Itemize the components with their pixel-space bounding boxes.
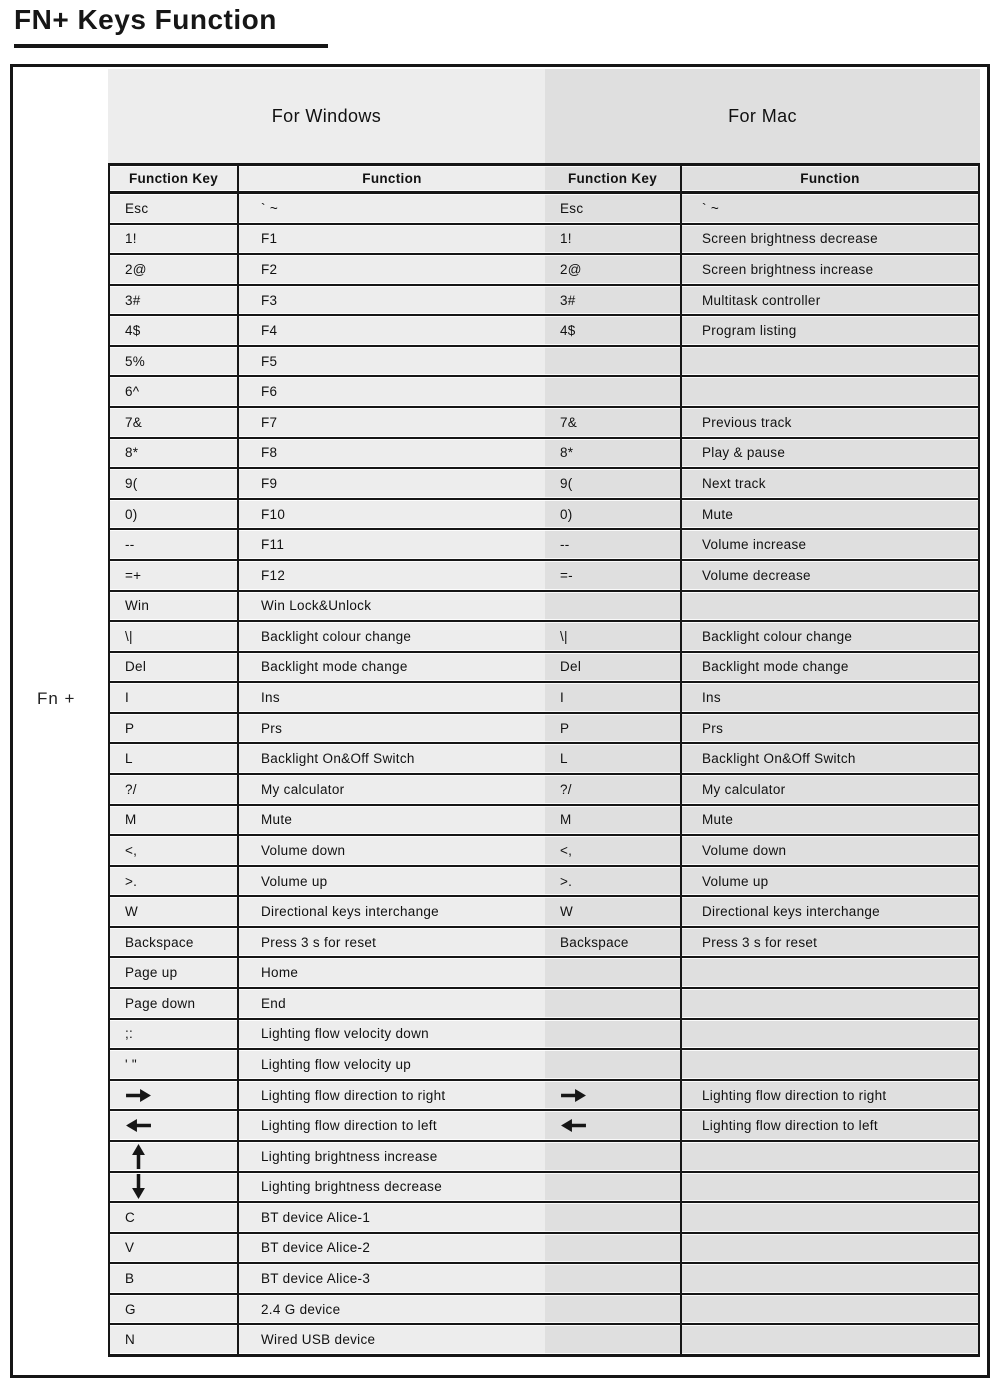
mac-function-cell: Volume down xyxy=(680,836,978,865)
win-key-cell: P xyxy=(110,714,237,743)
table-row xyxy=(110,314,978,345)
mac-key-column-header: Function Key xyxy=(545,166,680,191)
mac-key-cell xyxy=(545,1234,680,1263)
win-function-cell: F12 xyxy=(237,561,545,590)
win-function-cell: Home xyxy=(237,958,545,987)
win-key-cell: <, xyxy=(110,836,237,865)
mac-key-cell xyxy=(545,377,680,406)
win-key-cell: Esc xyxy=(110,194,237,223)
table-row xyxy=(110,1232,978,1263)
platform-header-row xyxy=(108,69,980,163)
mac-key-cell xyxy=(545,1295,680,1324)
mac-key-cell xyxy=(545,1142,680,1171)
mac-function-cell xyxy=(680,1173,978,1202)
table-row xyxy=(110,1293,978,1324)
win-key-cell xyxy=(110,1081,237,1110)
arrow-left-icon xyxy=(125,1118,152,1133)
win-function-cell: Ins xyxy=(237,683,545,712)
win-function-cell: Lighting flow direction to right xyxy=(237,1081,545,1110)
win-function-cell: BT device Alice-1 xyxy=(237,1203,545,1232)
mac-function-cell xyxy=(680,592,978,621)
table-row xyxy=(110,406,978,437)
win-key-cell: L xyxy=(110,744,237,773)
arrow-right-icon xyxy=(125,1088,152,1103)
mac-key-cell xyxy=(545,1111,680,1140)
mac-key-cell xyxy=(545,1050,680,1079)
windows-function-column-header: Function xyxy=(237,166,545,191)
win-key-cell xyxy=(110,1173,237,1202)
table-row xyxy=(110,681,978,712)
win-function-cell: Volume up xyxy=(237,867,545,896)
arrow-up-icon xyxy=(131,1143,146,1170)
table-row xyxy=(110,804,978,835)
win-function-cell: Volume down xyxy=(237,836,545,865)
win-function-cell: F9 xyxy=(237,469,545,498)
win-function-cell: Prs xyxy=(237,714,545,743)
mac-key-cell xyxy=(545,1264,680,1293)
mac-key-cell: =- xyxy=(545,561,680,590)
mac-key-cell: ?/ xyxy=(545,775,680,804)
table-row xyxy=(110,956,978,987)
win-key-cell: G xyxy=(110,1295,237,1324)
mac-key-cell xyxy=(545,958,680,987)
table-row xyxy=(110,895,978,926)
win-key-cell: 0) xyxy=(110,500,237,529)
win-function-cell: Backlight colour change xyxy=(237,622,545,651)
win-function-cell: F11 xyxy=(237,530,545,559)
fn-plus-label: Fn + xyxy=(37,689,76,708)
table-row xyxy=(110,926,978,957)
mac-function-cell: Backlight colour change xyxy=(680,622,978,651)
table-row xyxy=(110,253,978,284)
mac-key-cell xyxy=(545,1325,680,1354)
mac-key-cell: \| xyxy=(545,622,680,651)
table-row xyxy=(110,194,978,223)
table-grid xyxy=(108,163,980,1357)
table-row xyxy=(110,559,978,590)
win-key-cell: C xyxy=(110,1203,237,1232)
win-key-cell: \| xyxy=(110,622,237,651)
win-function-cell: F5 xyxy=(237,347,545,376)
mac-function-cell: Backlight On&Off Switch xyxy=(680,744,978,773)
win-function-cell: End xyxy=(237,989,545,1018)
mac-key-cell xyxy=(545,989,680,1018)
mac-key-cell: 2@ xyxy=(545,255,680,284)
mac-key-cell: 9( xyxy=(545,469,680,498)
win-key-cell: N xyxy=(110,1325,237,1354)
arrow-right-icon xyxy=(560,1088,587,1103)
mac-key-cell: 0) xyxy=(545,500,680,529)
windows-key-column-header: Function Key xyxy=(110,166,237,191)
win-key-cell: I xyxy=(110,683,237,712)
table-row xyxy=(110,773,978,804)
mac-function-cell xyxy=(680,1203,978,1232)
win-function-cell: Lighting flow direction to left xyxy=(237,1111,545,1140)
mac-function-cell: Lighting flow direction to left xyxy=(680,1111,978,1140)
table-row xyxy=(110,1171,978,1202)
arrow-left-icon xyxy=(560,1118,587,1133)
content-frame xyxy=(10,64,990,1378)
win-function-cell: My calculator xyxy=(237,775,545,804)
table-row xyxy=(110,712,978,743)
win-function-cell: ` ~ xyxy=(237,194,545,223)
win-key-cell: >. xyxy=(110,867,237,896)
mac-key-cell xyxy=(545,1203,680,1232)
win-key-cell: 7& xyxy=(110,408,237,437)
mac-key-cell: 4$ xyxy=(545,316,680,345)
mac-function-cell: Backlight mode change xyxy=(680,653,978,682)
mac-function-cell xyxy=(680,1325,978,1354)
mac-function-cell: Ins xyxy=(680,683,978,712)
table-row xyxy=(110,375,978,406)
mac-function-cell: Volume decrease xyxy=(680,561,978,590)
table-row xyxy=(110,834,978,865)
table-row xyxy=(110,528,978,559)
table-row xyxy=(110,590,978,621)
page-title: FN+ Keys Function xyxy=(14,4,277,35)
win-key-cell: V xyxy=(110,1234,237,1263)
mac-function-cell: Next track xyxy=(680,469,978,498)
mac-function-cell: ` ~ xyxy=(680,194,978,223)
mac-key-cell xyxy=(545,1173,680,1202)
mac-key-cell xyxy=(545,1081,680,1110)
win-function-cell: F1 xyxy=(237,225,545,254)
win-key-cell: B xyxy=(110,1264,237,1293)
win-function-cell: Press 3 s for reset xyxy=(237,928,545,957)
mac-function-cell: Screen brightness decrease xyxy=(680,225,978,254)
mac-function-cell: Lighting flow direction to right xyxy=(680,1081,978,1110)
win-key-cell: M xyxy=(110,806,237,835)
win-function-cell: 2.4 G device xyxy=(237,1295,545,1324)
mac-function-cell xyxy=(680,989,978,1018)
mac-key-cell xyxy=(545,592,680,621)
win-function-cell: F8 xyxy=(237,439,545,468)
win-key-cell: Win xyxy=(110,592,237,621)
mac-key-cell: >. xyxy=(545,867,680,896)
table-row xyxy=(110,1140,978,1171)
table-row xyxy=(110,467,978,498)
mac-function-cell: Program listing xyxy=(680,316,978,345)
win-key-cell: Page up xyxy=(110,958,237,987)
mac-header: For Mac xyxy=(545,69,980,163)
mac-function-cell xyxy=(680,1050,978,1079)
mac-function-cell: Press 3 s for reset xyxy=(680,928,978,957)
win-key-cell: Backspace xyxy=(110,928,237,957)
table-row xyxy=(110,865,978,896)
win-function-cell: Lighting brightness decrease xyxy=(237,1173,545,1202)
arrow-down-icon xyxy=(131,1173,146,1200)
title-underline xyxy=(14,44,328,48)
table-row xyxy=(110,498,978,529)
mac-key-cell xyxy=(545,347,680,376)
win-function-cell: BT device Alice-2 xyxy=(237,1234,545,1263)
win-key-cell: 3# xyxy=(110,286,237,315)
win-function-cell: F6 xyxy=(237,377,545,406)
win-key-cell: 4$ xyxy=(110,316,237,345)
table-row xyxy=(110,1323,978,1354)
win-key-cell: 6^ xyxy=(110,377,237,406)
mac-function-cell: Mute xyxy=(680,806,978,835)
mac-key-cell: L xyxy=(545,744,680,773)
table-row xyxy=(110,742,978,773)
win-function-cell: F4 xyxy=(237,316,545,345)
table-row xyxy=(110,651,978,682)
table-row xyxy=(110,1048,978,1079)
table-row xyxy=(110,1079,978,1110)
windows-header: For Windows xyxy=(108,69,545,163)
win-key-cell: Page down xyxy=(110,989,237,1018)
mac-function-cell: Mute xyxy=(680,500,978,529)
table-row xyxy=(110,223,978,254)
mac-key-cell xyxy=(545,1020,680,1049)
win-function-cell: F7 xyxy=(237,408,545,437)
win-key-cell: Del xyxy=(110,653,237,682)
win-key-cell xyxy=(110,1111,237,1140)
mac-function-cell xyxy=(680,1295,978,1324)
mac-function-cell: My calculator xyxy=(680,775,978,804)
table-row xyxy=(110,1018,978,1049)
table-row xyxy=(110,620,978,651)
mac-function-cell: Multitask controller xyxy=(680,286,978,315)
win-function-cell: Lighting flow velocity up xyxy=(237,1050,545,1079)
win-key-cell: 9( xyxy=(110,469,237,498)
win-key-cell: ' " xyxy=(110,1050,237,1079)
win-function-cell: F10 xyxy=(237,500,545,529)
table-row xyxy=(110,987,978,1018)
mac-key-cell: 3# xyxy=(545,286,680,315)
win-key-cell: -- xyxy=(110,530,237,559)
win-function-cell: Backlight mode change xyxy=(237,653,545,682)
win-key-cell: 8* xyxy=(110,439,237,468)
mac-function-cell: Prs xyxy=(680,714,978,743)
win-key-cell xyxy=(110,1142,237,1171)
mac-key-cell: 8* xyxy=(545,439,680,468)
column-header-row xyxy=(110,163,978,194)
table-row xyxy=(110,284,978,315)
win-function-cell: Lighting flow velocity down xyxy=(237,1020,545,1049)
win-function-cell: F3 xyxy=(237,286,545,315)
mac-key-cell: M xyxy=(545,806,680,835)
table-row xyxy=(110,1262,978,1293)
mac-function-cell: Play & pause xyxy=(680,439,978,468)
mac-key-cell: 1! xyxy=(545,225,680,254)
mac-function-cell: Volume up xyxy=(680,867,978,896)
win-key-cell: 5% xyxy=(110,347,237,376)
win-function-cell: Win Lock&Unlock xyxy=(237,592,545,621)
table-row xyxy=(110,437,978,468)
mac-key-cell: <, xyxy=(545,836,680,865)
mac-key-cell: P xyxy=(545,714,680,743)
mac-key-cell: 7& xyxy=(545,408,680,437)
mac-function-cell xyxy=(680,1142,978,1171)
win-function-cell: Mute xyxy=(237,806,545,835)
mac-function-cell: Screen brightness increase xyxy=(680,255,978,284)
win-key-cell: ?/ xyxy=(110,775,237,804)
mac-key-cell: Esc xyxy=(545,194,680,223)
mac-function-cell: Volume increase xyxy=(680,530,978,559)
mac-function-cell: Previous track xyxy=(680,408,978,437)
win-function-cell: F2 xyxy=(237,255,545,284)
mac-key-cell: -- xyxy=(545,530,680,559)
win-key-cell: =+ xyxy=(110,561,237,590)
mac-function-column-header: Function xyxy=(680,166,978,191)
fn-keys-table xyxy=(108,69,980,1357)
mac-function-cell xyxy=(680,958,978,987)
mac-function-cell xyxy=(680,1264,978,1293)
mac-key-cell: I xyxy=(545,683,680,712)
mac-function-cell xyxy=(680,1020,978,1049)
mac-key-cell: Del xyxy=(545,653,680,682)
mac-function-cell xyxy=(680,1234,978,1263)
win-function-cell: Lighting brightness increase xyxy=(237,1142,545,1171)
mac-key-cell: W xyxy=(545,897,680,926)
mac-function-cell xyxy=(680,347,978,376)
win-function-cell: Wired USB device xyxy=(237,1325,545,1354)
table-row xyxy=(110,1201,978,1232)
mac-function-cell xyxy=(680,377,978,406)
win-key-cell: 2@ xyxy=(110,255,237,284)
win-function-cell: BT device Alice-3 xyxy=(237,1264,545,1293)
table-body xyxy=(110,194,978,1354)
win-key-cell: W xyxy=(110,897,237,926)
win-function-cell: Directional keys interchange xyxy=(237,897,545,926)
win-key-cell: ;: xyxy=(110,1020,237,1049)
table-row xyxy=(110,1109,978,1140)
win-key-cell: 1! xyxy=(110,225,237,254)
mac-key-cell: Backspace xyxy=(545,928,680,957)
table-row xyxy=(110,345,978,376)
win-function-cell: Backlight On&Off Switch xyxy=(237,744,545,773)
mac-function-cell: Directional keys interchange xyxy=(680,897,978,926)
